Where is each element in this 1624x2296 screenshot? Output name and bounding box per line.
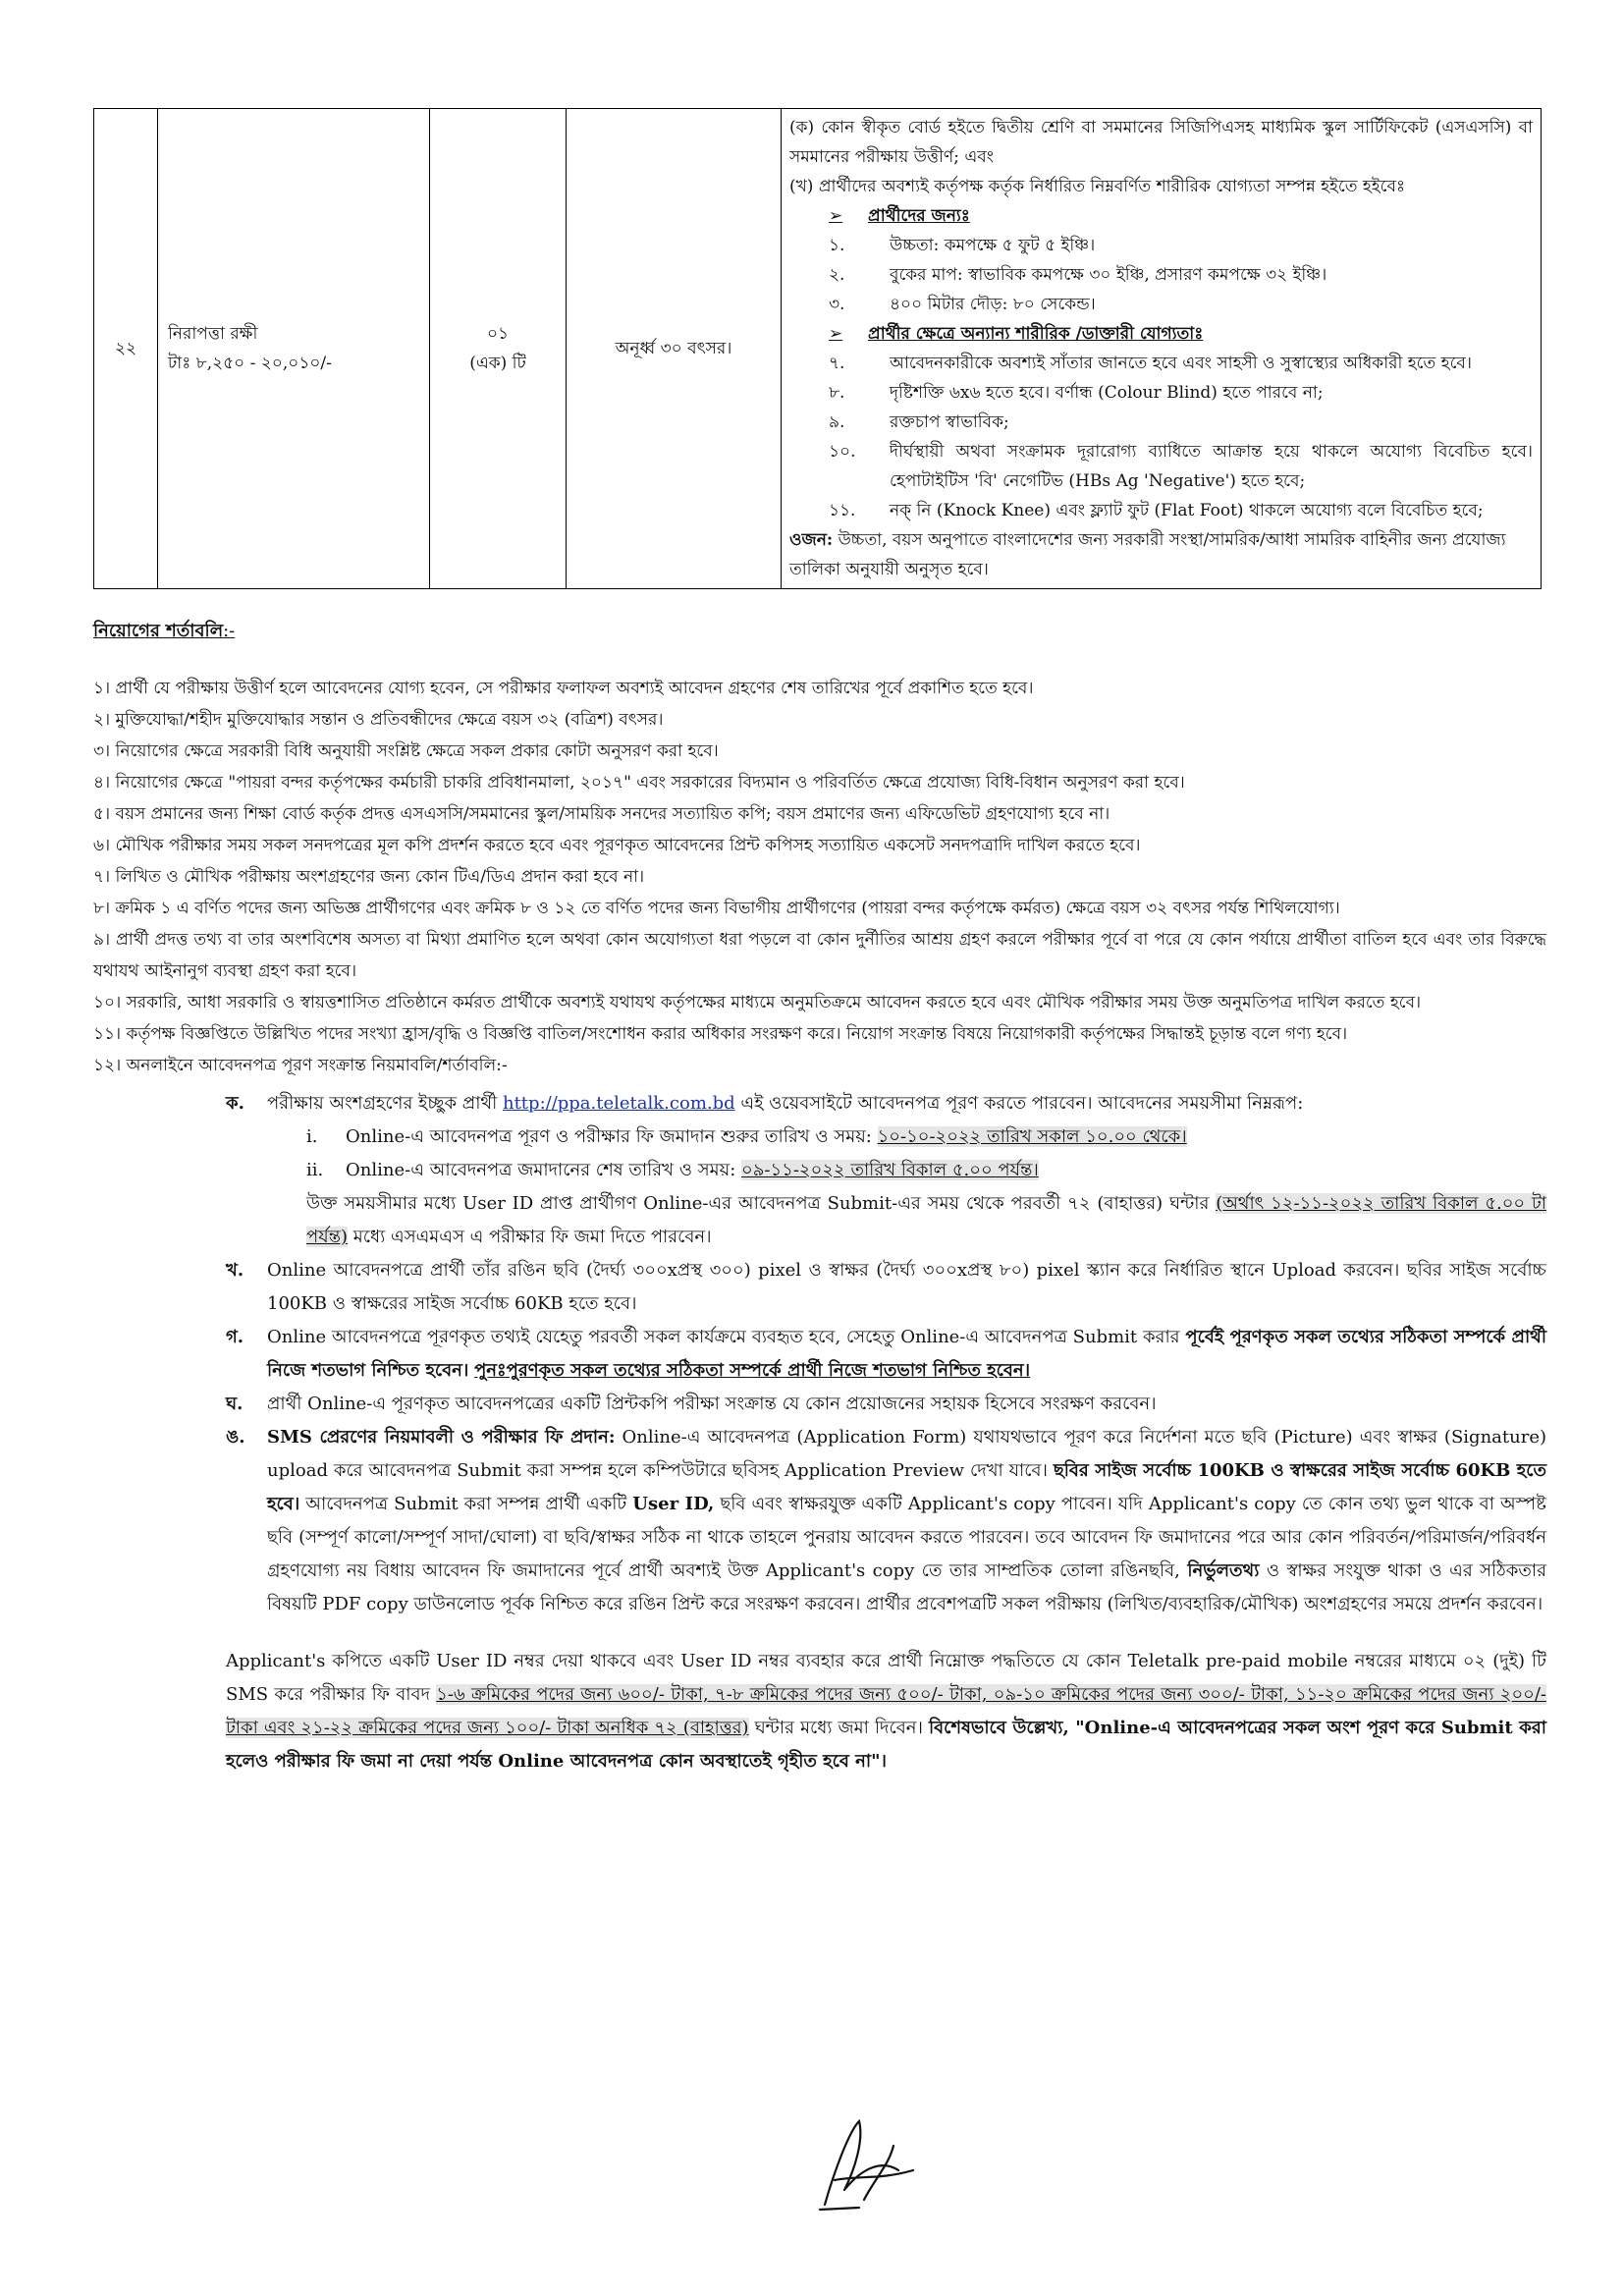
- rule-bold: User ID,: [632, 1494, 715, 1514]
- fee-payment-paragraph: [226, 1645, 1546, 1778]
- rule-body: [267, 1087, 1546, 1254]
- weight-requirement: [789, 525, 1533, 584]
- post-table: [93, 108, 1542, 589]
- final-text: Applicant's কপিতে একটি User ID নম্বর দেয়া থাকবে এবং User ID নম্বর ব্যবহার করে প্রার্থী নিম্নোক্ত পদ্ধতিতে যে কোন Teletalk pre-paid mobile নম্বরের মাধ্যমে ০২ (দুই) টি SMS করে পরীক্ষার ফি বাবদ: [226, 1651, 1546, 1705]
- rule-bold: SMS প্রেরণের নিয়মাবলী ও পরীক্ষার ফি প্রদান:: [267, 1427, 616, 1448]
- condition-item: ১১। কর্তৃপক্ষ বিজ্ঞপ্তিতে উল্লিখিত পদের সংখ্যা হ্রাস/বৃদ্ধি ও বিজ্ঞপ্তি বাতিল/সংশোধন করার অধিকার সংরক্ষণ করে। নিয়োগ সংক্রান্ত বিষয়ে নিয়োগকারী কর্তৃপক্ষের সিদ্ধান্তই চূড়ান্ত বলে গণ্য হবে।: [93, 1024, 1348, 1044]
- notice-page: [93, 108, 1546, 1778]
- rule-bold: পুনঃপুরণকৃত সকল তথ্যের সঠিকতা সম্পর্কে প্রার্থী নিজে শতভাগ নিশ্চিত হবেন।: [474, 1360, 1031, 1381]
- condition-item: ৭। লিখিত ও মৌখিক পরীক্ষায় অংশগ্রহণের জন্য কোন টিএ/ডিএ প্রদান করা হবে না।: [93, 867, 645, 887]
- item-number: ৩.: [829, 295, 845, 314]
- post-count-words: (এক) টি: [469, 354, 526, 373]
- item-text: রক্তচাপ স্বাভাবিক;: [890, 412, 1009, 432]
- rule-label: ক.: [226, 1093, 244, 1114]
- teletalk-link[interactable]: http://ppa.teletalk.com.bd: [502, 1093, 735, 1114]
- item-text: আবেদনকারীকে অবশ্যই সাঁতার জানতে হবে এবং সাহসী ও সুস্বাস্থ্যের অধিকারী হতে হবে।: [890, 354, 1472, 373]
- item-text: বুকের মাপ: স্বাভাবিক কমপক্ষে ৩০ ইঞ্চি, প্রসারণ কমপক্ষে ৩২ ইঞ্চি।: [890, 265, 1327, 285]
- table-row: [94, 109, 1542, 589]
- final-text: ঘন্টার মধ্যে জমা দিবেন।: [754, 1718, 923, 1738]
- arrow-icon: ➢: [829, 324, 843, 344]
- list-item: [829, 349, 1533, 378]
- condition-item: ৯। প্রার্থী প্রদত্ত তথ্য বা তার অংশবিশেষ অসত্য বা মিথ্যা প্রমাণিত হলে অথবা কোন অযোগ্যতা ধরা পড়লে বা কোন দুর্নীতির আশ্রয় গ্রহণ করলে পরীক্ষার পূর্বে বা পরে যে কোন পর্যায়ে প্রার্থীতা বাতিল হবে এবং তার বিরুদ্ধে যথাযথ আইনানুগ ব্যবস্থা গ্রহণ করা হবে।: [93, 930, 1546, 981]
- online-rule-ga: [226, 1321, 1546, 1388]
- conditions-title-text: নিয়োগের শর্তাবলি: [93, 621, 224, 641]
- schedule-start: [306, 1121, 1546, 1154]
- rule-text: এই ওয়েবসাইটে আবেদনপত্র পূরণ করতে পারবেন। আবেদনের সময়সীমা নিম্নরূপ:: [740, 1093, 1304, 1114]
- item-text: ৪০০ মিটার দৌড়: ৮০ সেকেন্ড।: [890, 295, 1096, 314]
- condition-item: ১২। অনলাইনে আবেদনপত্র পূরণ সংক্রান্ত নিয়মাবলি/শর্তাবলি:-: [93, 1056, 508, 1075]
- post-name: নিরাপত্তা রক্ষী: [168, 324, 258, 344]
- rule-text: আবেদনপত্র Submit করা সম্পন্ন প্রার্থী একটি: [305, 1494, 627, 1514]
- roman-label: i.: [306, 1126, 318, 1147]
- post-count-cell: [430, 109, 567, 589]
- rule-label: খ.: [226, 1260, 244, 1281]
- post-name-cell: [158, 109, 430, 589]
- item-number: ১০.: [829, 442, 856, 462]
- rule-text: Online আবেদনপত্রে পূরণকৃত তথ্যই যেহেতু পরবর্তী সকল কার্যক্রমে ব্যবহৃত হবে, সেহেতু Online-এ আবেদনপত্র Submit করার: [267, 1327, 1180, 1347]
- condition-item: ৪। নিয়োগের ক্ষেত্রে "পায়রা বন্দর কর্তৃপক্ষের কর্মচারী চাকরি প্রবিধানমালা, ২০১৭" এবং সরকারের বিদ্যমান ও পরিবর্তিত ক্ষেত্রে প্রযোজ্য বিধি-বিধান অনুসরণ করা হবে।: [93, 773, 1185, 793]
- conditions-title-suffix: :-: [223, 621, 236, 641]
- condition-item: ১০। সরকারি, আধা সরকারি ও স্বায়ত্তশাসিত প্রতিষ্ঠানে কর্মরত প্রার্থীকে অবশ্যই যথাযথ কর্তৃপক্ষের মাধ্যমে অনুমতিক্রমে আবেদন করতে হবে এবং মৌখিক পরীক্ষার সময় উক্ত অনুমতিপত্র দাখিল করতে হবে।: [93, 993, 1422, 1012]
- item-number: ২.: [829, 265, 845, 285]
- schedule-deadline: (অর্থাৎ ১২-১১-২০২২ তারিখ বিকাল ৫.০০ টা পর্যন্ত): [306, 1193, 1546, 1247]
- list-item: [829, 260, 1533, 290]
- condition-item: ৬। মৌখিক পরীক্ষার সময় সকল সনদপত্রের মূল কপি প্রদর্শন করতে হবে এবং পূরণকৃত আবেদনের প্রিন্ট কপিসহ সত্যায়িত একসেট সনদপত্রাদি দাখিল করতে হবে।: [93, 836, 1141, 855]
- rule-text: Online-এ আবেদনপত্র (Application Form) যথাযথভাবে পূরণ করে নির্দেশনা মতে ছবি (Picture) এবং স্বাক্ষর (Signature) upload করে আবেদনপত্র Submit করা সম্পন্ন হলে কম্পিউটারে ছবিসহ Application Preview দেখা যাবে।: [267, 1427, 1546, 1481]
- online-rules: [226, 1087, 1546, 1621]
- rule-text: Online আবেদনপত্রে প্রার্থী তাঁর রঙিন ছবি (দৈর্ঘ্য ৩০০xপ্রস্থ ৩০০) pixel ও স্বাক্ষর (দৈর্ঘ্য ৩০০xপ্রস্থ ৮০) pixel স্ক্যান করে নির্ধারিত স্থানে Upload করবেন। ছবির সাইজ সর্বোচ্চ 100KB ও স্বাক্ষরের সাইজ সর্বোচ্চ 60KB হতে হবে।: [267, 1260, 1546, 1314]
- item-number: ৮.: [829, 383, 845, 403]
- condition-item: ৮। ক্রমিক ১ এ বর্ণিত পদের জন্য অভিজ্ঞ প্রার্থীগণের এবং ক্রমিক ৮ ও ১২ তে বর্ণিত পদের জন্য বিভাগীয় প্রার্থীগণের (পায়রা বন্দর কর্তৃপক্ষে কর্মরত) ক্ষেত্রে বয়স ৩২ বৎসর পর্যন্ত শিথিলযোগ্য।: [93, 899, 1340, 918]
- qualification-kha: (খ) প্রার্থীদের অবশ্যই কর্তৃপক্ষ কর্তৃক নির্ধারিত নিম্নবর্ণিত শারীরিক যোগ্যতা সম্পন্ন হইতে হইবেঃ: [789, 177, 1406, 196]
- post-count-number: ০১: [486, 324, 510, 344]
- qualification-ka: (ক) কোন স্বীকৃত বোর্ড হইতে দ্বিতীয় শ্রেণি বা সমমানের সিজিপিএসহ মাধ্যমিক স্কুল সার্টিফিকেট (এসএসসি) বা সমমানের পরীক্ষায় উত্তীর্ণ; এবং: [789, 118, 1533, 167]
- item-number: ১.: [829, 236, 845, 255]
- fee-schedule: ১-৬ ক্রমিকের পদের জন্য ৬০০/- টাকা, ৭-৮ ক্রমিকের পদের জন্য ৫০০/- টাকা, ০৯-১০ ক্রমিকের পদের জন্য ৩০০/- টাকা, ১১-২০ ক্রমিকের পদের জন্য ২০০/- টাকা এবং ২১-২২ ক্রমিকের পদের জন্য ১০০/- টাকা অনধিক ৭২ (বাহাত্তর): [226, 1684, 1547, 1738]
- item-text: নক্ নি (Knock Knee) এবং ফ্ল্যাট ফুট (Flat Foot) থাকলে অযোগ্য বলে বিবেচিত হবে;: [890, 501, 1484, 520]
- online-rule-uo: [226, 1421, 1546, 1621]
- rule-bold: পূর্বেই পূরণকৃত সকল তথ্যের সঠিকতা সম্পর্কে প্রার্থী নিজে শতভাগ নিশ্চিত হবেন।: [267, 1327, 1546, 1381]
- list-item: [829, 231, 1533, 260]
- subhead-label: প্রার্থীদের জন্যঃ: [868, 206, 970, 226]
- arrow-icon: ➢: [829, 206, 843, 226]
- online-rule-ka: [226, 1087, 1546, 1254]
- item-text: দীর্ঘস্থায়ী অথবা সংক্রামক দূরারোগ্য ব্যাধিতে আক্রান্ত হয়ে থাকলে অযোগ্য বিবেচিত হবে। হেপাটাইটিস 'বি' নেগেটিভ (HBs Ag 'Negative') হতে হবে;: [890, 442, 1533, 491]
- rule-text: ছবি এবং স্বাক্ষরযুক্ত একটি Applicant's copy পাবেন। যদি Applicant's copy তে কোন তথ্য ভুল থাকে বা অস্পষ্ট ছবি (সম্পূর্ণ কালো/সম্পূর্ণ সাদা/ঘোলা) বা ছবি/স্বাক্ষর সঠিক না থাকে তাহলে পুনরায় আবেদন করতে পারবেন। তবে আবেদন ফি জমাদানের পরে আর কোন পরিবর্তন/পরিমার্জন/পরিবর্ধন গ্রহণযোগ্য নয় বিধায় আবেদন ফি জমাদানের পূর্বে প্রার্থী অবশ্যই উক্ত Applicant's copy তে তার সাম্প্রতিক তোলা রঙিনছবি,: [267, 1494, 1546, 1581]
- age-limit-cell: অনূর্ধ্ব ৩০ বৎসর।: [567, 109, 782, 589]
- rule-text: ও স্বাক্ষর সংযুক্ত থাকা ও এর সঠিকতার বিষয়টি PDF copy ডাউনলোড পূর্বক নিশ্চিত করে রঙিন প্রিন্ট করে সংরক্ষণ করবেন। প্রার্থীর প্রবেশপত্রটি সকল পরীক্ষায় (লিখিত/ব্যবহারিক/মৌখিক) অংশগ্রহণের সময়ে প্রদর্শন করবেন।: [267, 1560, 1546, 1614]
- weight-text: উচ্চতা, বয়স অনুপাতে বাংলাদেশের জন্য সরকারী সংস্থা/সামরিক/আধা সামরিক বাহিনীর জন্য প্রযোজ্য তালিকা অনুযায়ী অনুসৃত হবে।: [789, 530, 1506, 579]
- qualification-cell: [782, 109, 1542, 589]
- rule-label: গ.: [226, 1327, 244, 1347]
- signature-image: [805, 2111, 923, 2219]
- subhead-candidates: [829, 201, 1533, 231]
- rule-body: [267, 1321, 1546, 1388]
- list-item: [829, 437, 1533, 496]
- conditions-list: [93, 673, 1546, 1081]
- rule-body: [267, 1421, 1546, 1621]
- final-note: বিশেষভাবে উল্লেখ্য, "Online-এ আবেদনপত্রের সকল অংশ পূরণ করে Submit করা হলেও পরীক্ষার ফি জমা না দেয়া পর্যন্ত Online আবেদনপত্র কোন অবস্থাতেই গৃহীত হবে না"।: [226, 1718, 1546, 1772]
- condition-item: ৫। বয়স প্রমানের জন্য শিক্ষা বোর্ড কর্তৃক প্রদত্ত এসএসসি/সমমানের স্কুল/সাময়িক সনদের সত্যায়িত কপি; বয়স প্রমাণের জন্য এফিডেভিট গ্রহণযোগ্য হবে না।: [93, 804, 1110, 824]
- rule-label: ঙ.: [226, 1427, 245, 1448]
- list-item: [829, 496, 1533, 525]
- item-number: ৯.: [829, 412, 845, 432]
- schedule-text: মধ্যে এসএমএস এ পরীক্ষার ফি জমা দিতে পারবেন।: [352, 1227, 712, 1247]
- item-text: উচ্চতা: কমপক্ষে ৫ ফুট ৫ ইঞ্চি।: [890, 236, 1096, 255]
- schedule-text: Online-এ আবেদনপত্র পূরণ ও পরীক্ষার ফি জমাদান শুরুর তারিখ ও সময়:: [346, 1126, 872, 1147]
- rule-text: পরীক্ষায় অংশগ্রহণের ইচ্ছুক প্রার্থী: [267, 1093, 498, 1114]
- list-item: [829, 290, 1533, 319]
- online-rule-gha: [226, 1388, 1546, 1421]
- pay-scale: টাঃ ৮,২৫০ - ২০,০১০/-: [168, 354, 332, 373]
- rule-label: ঘ.: [226, 1394, 244, 1414]
- schedule-sms: [306, 1187, 1546, 1254]
- rule-text: প্রার্থী Online-এ পূরণকৃত আবেদনপত্রের একটি প্রিন্টকপি পরীক্ষা সংক্রান্ত যে কোন প্রয়োজনের সহায়ক হিসেবে সংরক্ষণ করবেন।: [267, 1394, 1157, 1414]
- condition-item: ৩। নিয়োগের ক্ষেত্রে সরকারী বিধি অনুযায়ী সংশ্লিষ্ট ক্ষেত্রে সকল প্রকার কোটা অনুসরণ করা হবে।: [93, 741, 719, 761]
- item-number: ৭.: [829, 354, 845, 373]
- schedule-text: Online-এ আবেদনপত্র জমাদানের শেষ তারিখ ও সময়:: [346, 1160, 736, 1180]
- item-number: ১১.: [829, 501, 856, 520]
- condition-item: ১। প্রার্থী যে পরীক্ষায় উত্তীর্ণ হলে আবেদনের যোগ্য হবেন, সে পরীক্ষার ফলাফল অবশ্যই আবেদন গ্রহণের শেষ তারিখের পূর্বে প্রকাশিত হতে হবে।: [93, 679, 1034, 698]
- list-item: [829, 408, 1533, 437]
- condition-item: ২। মুক্তিযোদ্ধা/শহীদ মুক্তিযোদ্ধার সন্তান ও প্রতিবন্ধীদের ক্ষেত্রে বয়স ৩২ (বত্রিশ) বৎসর।: [93, 710, 664, 730]
- schedule-date: ১০-১০-২০২২ তারিখ সকাল ১০.০০ থেকে।: [877, 1126, 1187, 1147]
- schedule-date: ০৯-১১-২০২২ তারিখ বিকাল ৫.০০ পর্যন্ত।: [741, 1160, 1039, 1180]
- subhead-label: প্রার্থীর ক্ষেত্রে অন্যান্য শারীরিক /ডাক্তারী যোগ্যতাঃ: [868, 324, 1204, 344]
- schedule-end: [306, 1154, 1546, 1187]
- online-rule-kha: [226, 1254, 1546, 1321]
- conditions-title: [93, 617, 1546, 647]
- serial-cell: ২২: [94, 109, 158, 589]
- schedule-text: উক্ত সময়সীমার মধ্যে User ID প্রাপ্ত প্রার্থীগণ Online-এর আবেদনপত্র Submit-এর সময় থেকে পরবর্তী ৭২ (বাহাত্তর) ঘন্টার: [306, 1193, 1210, 1214]
- rule-bold: ছবির সাইজ সর্বোচ্চ 100KB ও স্বাক্ষরের সাইজ সর্বোচ্চ 60KB হতে হবে।: [267, 1460, 1546, 1514]
- subhead-other-physical: [829, 319, 1533, 349]
- item-text: দৃষ্টিশক্তি ৬x৬ হতে হবে। বর্ণান্ধ (Colour Blind) হতে পারবে না;: [890, 383, 1324, 403]
- list-item: [829, 378, 1533, 408]
- weight-label: ওজন:: [789, 530, 834, 550]
- roman-label: ii.: [306, 1160, 324, 1180]
- rule-bold: নির্ভুলতথ্য: [1187, 1560, 1260, 1581]
